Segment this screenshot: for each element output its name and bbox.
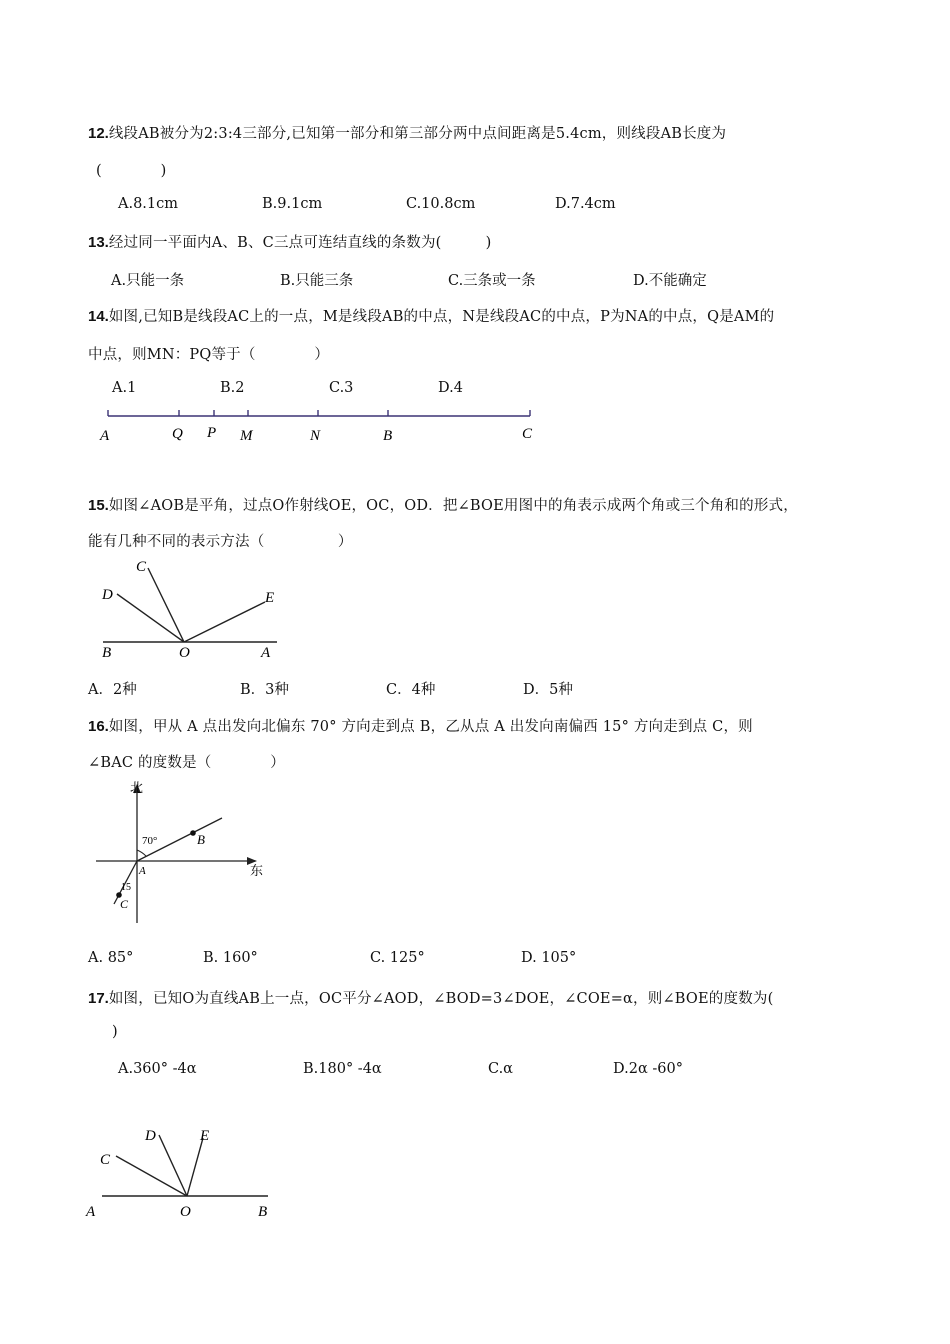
label-b: B	[102, 645, 112, 661]
ray-od	[159, 1135, 187, 1196]
label-a: A	[100, 428, 110, 444]
question-text-continued: ∠BAC 的度数是（ ）	[88, 755, 285, 771]
ray-oc	[148, 568, 184, 642]
label-m: M	[240, 428, 253, 444]
question-14	[88, 305, 774, 326]
option-d: D.2α -60°	[613, 1061, 683, 1077]
label-o: O	[179, 645, 190, 661]
option-c: C.3	[329, 380, 354, 396]
option-c: C.10.8cm	[406, 196, 476, 212]
label-angle-15: 15	[121, 882, 131, 893]
option-b: B．3种	[240, 682, 289, 698]
label-b: B	[258, 1204, 268, 1220]
option-a: A.360° -4α	[118, 1061, 197, 1077]
question-number: 14.	[88, 308, 109, 325]
label-e: E	[265, 590, 275, 606]
question-16	[88, 715, 753, 736]
option-a: A．2种	[88, 682, 137, 698]
direction-diagram	[90, 778, 280, 928]
question-number: 17.	[88, 990, 109, 1007]
ray-oc	[116, 1156, 187, 1196]
ray-oe	[184, 602, 265, 642]
option-a: A.1	[112, 380, 137, 396]
angle-arc-70	[137, 850, 146, 856]
question-12	[88, 122, 726, 143]
option-a: A. 85°	[88, 950, 134, 966]
option-d: D.4	[438, 380, 463, 396]
label-b: B	[197, 832, 205, 847]
label-a: A	[139, 865, 146, 877]
option-b: B.2	[220, 380, 245, 396]
label-e: E	[200, 1128, 210, 1144]
question-text: 如图，甲从 A 点出发向北偏东 70° 方向走到点 B，乙从点 A 出发向南偏西 15° 方向走到点 C，则	[108, 719, 753, 735]
option-b: B. 160°	[203, 950, 258, 966]
question-text-continued: ( )	[96, 163, 167, 179]
option-b: B.180° -4α	[303, 1061, 382, 1077]
label-angle-70: 70°	[142, 835, 158, 847]
label-d: D	[145, 1128, 156, 1144]
label-p: P	[207, 425, 217, 441]
question-number: 15.	[88, 497, 109, 514]
option-a: A.8.1cm	[118, 196, 179, 212]
question-number: 13.	[88, 234, 109, 251]
question-text-continued: 中点，则MN：PQ等于（ ）	[88, 347, 330, 363]
option-b: B.只能三条	[280, 273, 354, 289]
option-d: D. 105°	[521, 950, 577, 966]
question-text-continued: )	[112, 1024, 118, 1040]
label-o: O	[180, 1204, 191, 1220]
label-b: B	[383, 428, 393, 444]
option-a: A.只能一条	[111, 273, 185, 289]
option-c: C.α	[488, 1061, 513, 1077]
option-b: B.9.1cm	[262, 196, 323, 212]
option-c: C．4种	[386, 682, 436, 698]
question-text: 线段AB被分为2:3:4三部分,已知第一部分和第三部分两中点间距离是5.4cm，则线段AB长度为	[108, 126, 727, 142]
option-c: C. 125°	[370, 950, 425, 966]
question-17	[88, 987, 773, 1008]
question-number: 12.	[88, 125, 109, 142]
segment-diagram	[90, 400, 550, 450]
question-15	[88, 494, 798, 515]
question-text: 如图，已知O为直线AB上一点，OC平分∠AOD，∠BOD=3∠DOE，∠COE=α，则∠BOE的度数为(	[108, 991, 774, 1007]
option-c: C.三条或一条	[448, 273, 536, 289]
label-east: 东	[250, 863, 264, 878]
question-text: 如图∠AOB是平角，过点O作射线OE，OC，OD．把∠BOE用图中的角表示成两个角或三个角和的形式，	[108, 498, 798, 514]
label-c: C	[100, 1152, 111, 1168]
angle-diagram-cod	[82, 1118, 282, 1228]
question-13	[88, 231, 492, 252]
ray-od	[117, 594, 184, 642]
question-text: 经过同一平面内A、B、C三点可连结直线的条数为( )	[108, 235, 492, 251]
option-d: D．5种	[523, 682, 573, 698]
angle-diagram-aob	[95, 552, 295, 662]
question-text: 如图,已知B是线段AC上的一点，M是线段AB的中点，N是线段AC的中点，P为NA的中点，Q是AM的	[108, 309, 775, 325]
label-d: D	[102, 587, 113, 603]
question-number: 16.	[88, 718, 109, 735]
option-d: D.不能确定	[633, 273, 707, 289]
label-n: N	[310, 428, 321, 444]
label-a: A	[86, 1204, 96, 1220]
question-text-continued: 能有几种不同的表示方法（ ）	[88, 534, 353, 550]
ray-oe	[187, 1138, 203, 1196]
label-north: 北	[130, 780, 144, 795]
option-d: D.7.4cm	[555, 196, 616, 212]
label-c: C	[136, 559, 147, 575]
label-c: C	[120, 897, 129, 911]
point-b	[190, 830, 196, 836]
label-q: Q	[172, 426, 183, 442]
label-a: A	[261, 645, 271, 661]
label-c: C	[522, 426, 533, 442]
